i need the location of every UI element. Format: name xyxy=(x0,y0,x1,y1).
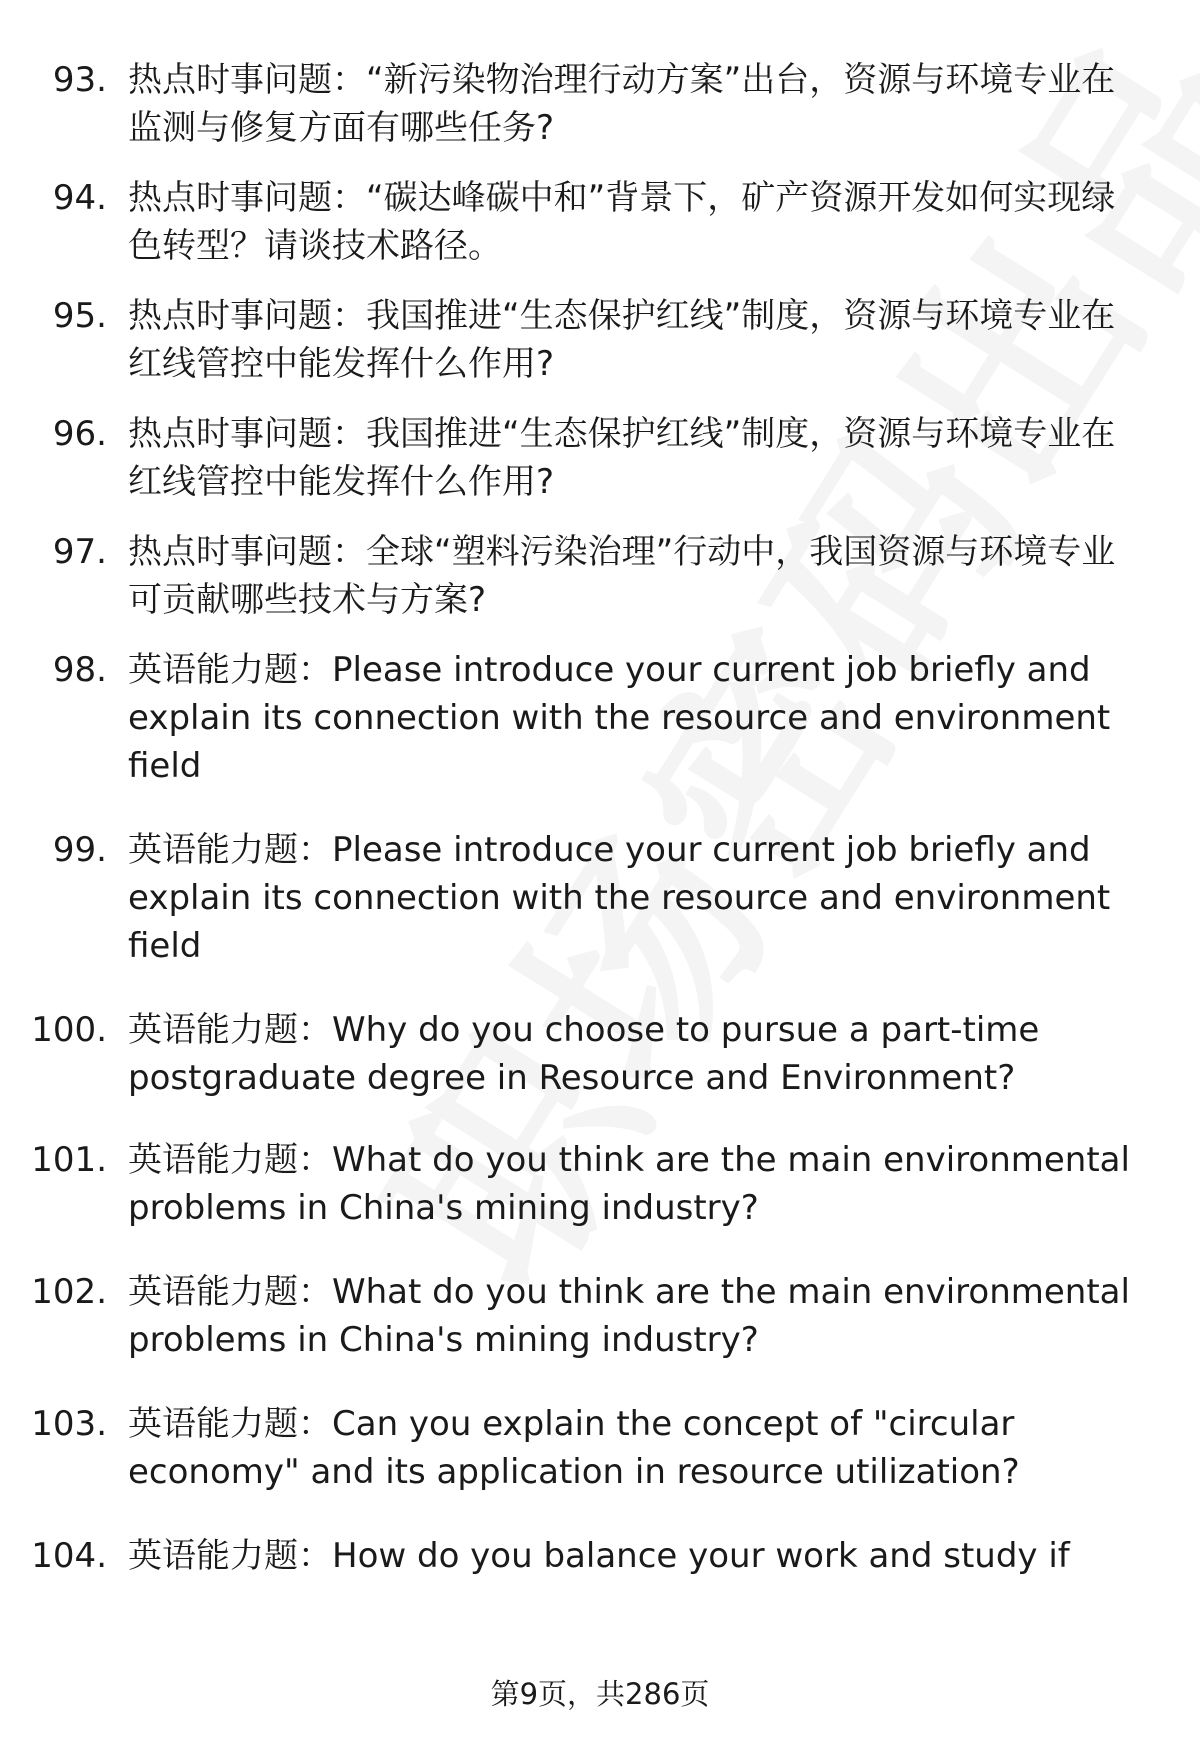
question-item xyxy=(0,826,1200,1006)
question-item xyxy=(0,1400,1200,1532)
question-number: 98. xyxy=(52,650,107,690)
question-item xyxy=(0,56,1200,174)
question-text: 英语能力题：Please introduce your current job briefly and explain its connection with the resource and environment field xyxy=(128,650,1111,786)
question-number: 99. xyxy=(52,830,107,870)
question-number: 103. xyxy=(31,1404,107,1444)
question-text: 英语能力题：Can you explain the concept of "circular economy" and its application in resource utilization? xyxy=(128,1404,1020,1492)
question-number: 104. xyxy=(31,1536,107,1576)
question-text: 英语能力题：Please introduce your current job briefly and explain its connection with the resource and environment field xyxy=(128,830,1111,966)
question-number: 96. xyxy=(52,414,107,454)
question-text: 英语能力题：What do you think are the main environmental problems in China's mining industry? xyxy=(128,1272,1130,1360)
page-footer: 第9页，共286页 xyxy=(490,1677,710,1711)
question-number: 101. xyxy=(31,1140,107,1180)
question-list xyxy=(0,56,1200,1592)
question-text: 英语能力题：How do you balance your work and study if xyxy=(128,1536,1070,1576)
question-text: 热点时事问题：“新污染物治理行动方案”出台，资源与环境专业在监测与修复方面有哪些任务? xyxy=(128,60,1116,148)
question-item xyxy=(0,1532,1200,1592)
question-item xyxy=(0,528,1200,646)
question-text: 热点时事问题：“碳达峰碳中和”背景下，矿产资源开发如何实现绿色转型？请谈技术路径。 xyxy=(128,178,1116,266)
question-number: 95. xyxy=(52,296,107,336)
question-item xyxy=(0,174,1200,292)
question-number: 100. xyxy=(31,1010,107,1050)
question-item xyxy=(0,410,1200,528)
question-text: 热点时事问题：我国推进“生态保护红线”制度，资源与环境专业在红线管控中能发挥什么作用? xyxy=(128,414,1116,502)
question-item xyxy=(0,1136,1200,1268)
question-number: 97. xyxy=(52,532,107,572)
question-number: 93. xyxy=(52,60,107,100)
question-item xyxy=(0,1006,1200,1136)
question-text: 英语能力题：Why do you choose to pursue a part-time postgraduate degree in Resource and Environment? xyxy=(128,1010,1040,1098)
question-text: 热点时事问题：全球“塑料污染治理”行动中，我国资源与环境专业可贡献哪些技术与方案? xyxy=(128,532,1116,620)
question-item xyxy=(0,646,1200,826)
question-text: 英语能力题：What do you think are the main environmental problems in China's mining industry? xyxy=(128,1140,1130,1228)
question-text: 热点时事问题：我国推进“生态保护红线”制度，资源与环境专业在红线管控中能发挥什么作用? xyxy=(128,296,1116,384)
question-number: 102. xyxy=(31,1272,107,1312)
question-number: 94. xyxy=(52,178,107,218)
question-item xyxy=(0,292,1200,410)
question-item xyxy=(0,1268,1200,1400)
